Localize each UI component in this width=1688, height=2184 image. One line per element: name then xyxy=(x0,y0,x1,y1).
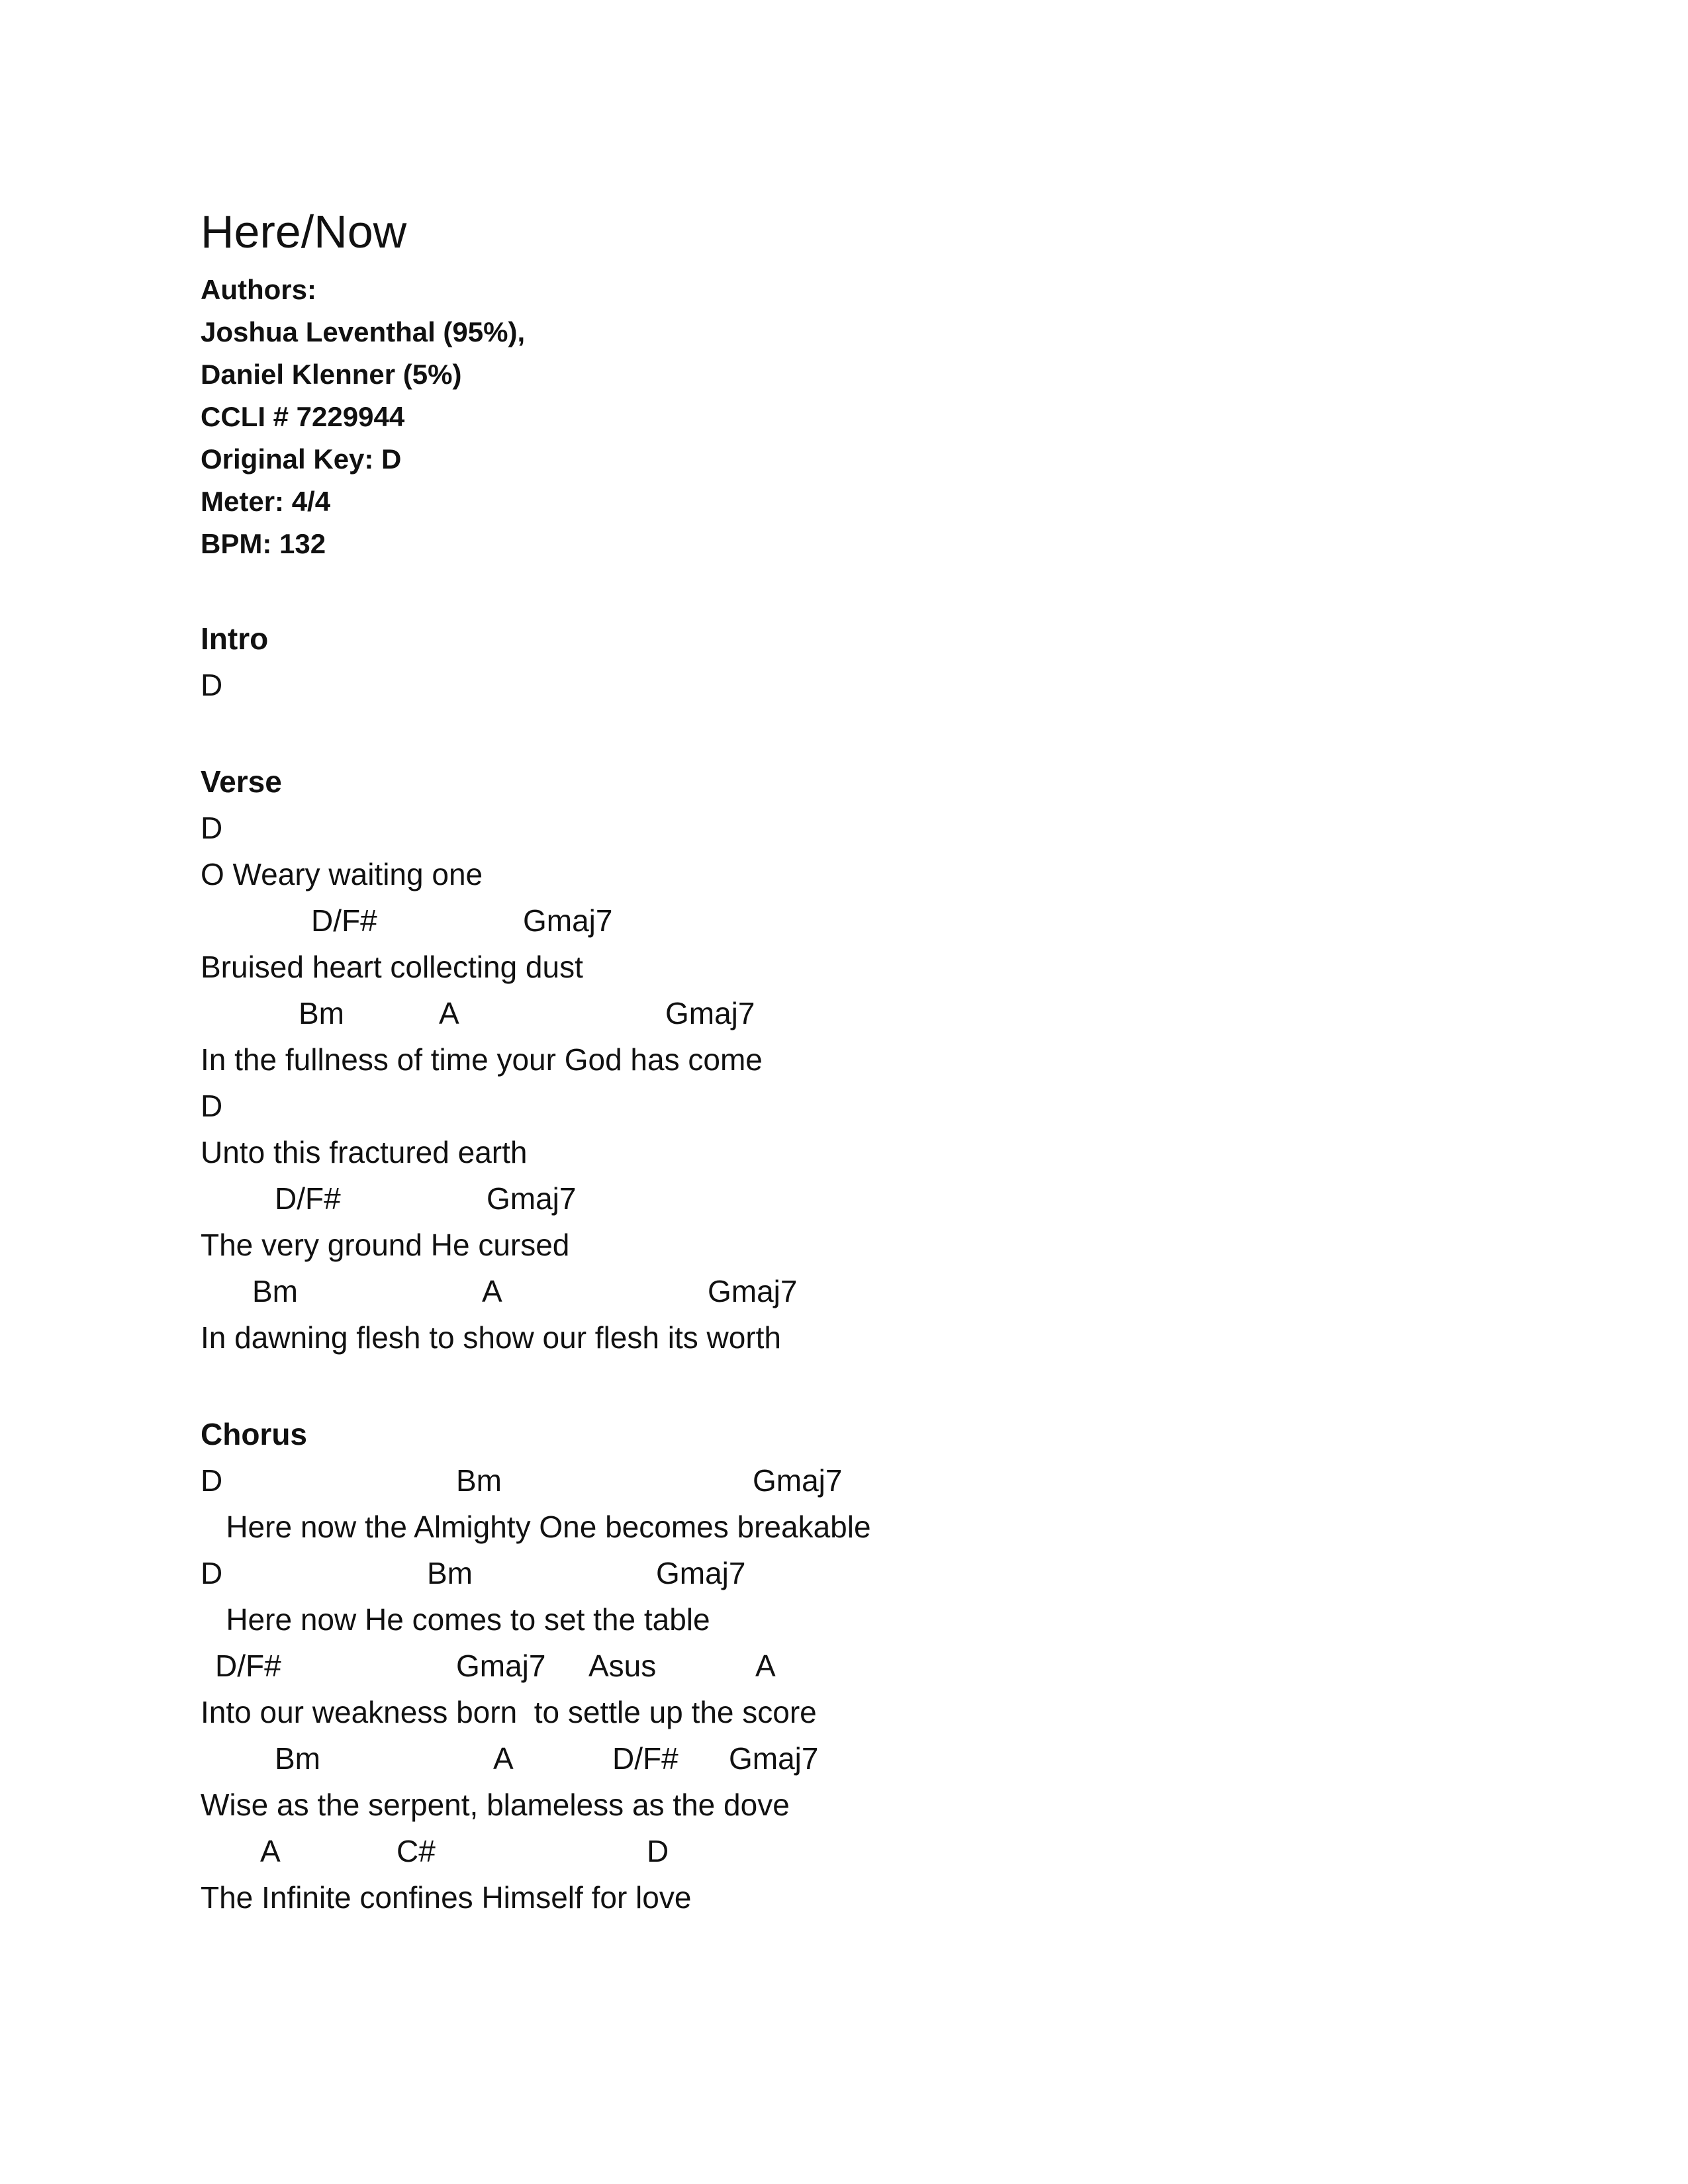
ccli-number: CCLI # 7229944 xyxy=(201,401,405,432)
author-1: Joshua Leventhal (95%), xyxy=(201,316,526,347)
section-heading-chorus: Chorus xyxy=(201,1417,307,1451)
lyric-line: Unto this fractured earth xyxy=(201,1135,528,1169)
chord: D/F# xyxy=(215,1649,281,1683)
section-verse xyxy=(201,758,1524,1361)
chord: Gmaj7 xyxy=(487,1181,577,1216)
chord: A xyxy=(260,1834,281,1868)
chord: D/F# xyxy=(311,903,377,938)
chord: Gmaj7 xyxy=(456,1649,546,1683)
chord: Gmaj7 xyxy=(729,1741,819,1776)
chord-row xyxy=(201,805,1524,851)
song-metadata xyxy=(201,269,1524,565)
chord: Bm xyxy=(275,1741,320,1776)
bpm: BPM: 132 xyxy=(201,528,326,559)
song-sheet xyxy=(201,199,1524,1921)
chord-row xyxy=(201,1550,1524,1596)
section-heading-verse: Verse xyxy=(201,764,282,799)
chord-row xyxy=(201,990,1524,1036)
author-2: Daniel Klenner (5%) xyxy=(201,359,462,390)
lyric-line: Wise as the serpent, blameless as the dove xyxy=(201,1788,790,1822)
lyric-line: Bruised heart collecting dust xyxy=(201,950,583,984)
chord: D xyxy=(201,1463,223,1498)
authors-label: Authors: xyxy=(201,274,316,305)
lyric-line: In dawning flesh to show our flesh its worth xyxy=(201,1320,782,1355)
chord: Gmaj7 xyxy=(523,903,613,938)
chord: D xyxy=(201,811,223,845)
lyric-line: The Infinite confines Himself for love xyxy=(201,1880,692,1915)
chord: Gmaj7 xyxy=(753,1463,843,1498)
chord: Asus xyxy=(588,1649,657,1683)
chord: D xyxy=(647,1834,669,1868)
chord: A xyxy=(482,1274,502,1308)
chord: Gmaj7 xyxy=(665,996,755,1030)
lyric-line: Into our weakness born to settle up the score xyxy=(201,1695,817,1729)
original-key: Original Key: D xyxy=(201,443,402,475)
chord-row xyxy=(201,1175,1524,1222)
section-chorus xyxy=(201,1411,1524,1921)
chord-row xyxy=(201,1828,1524,1874)
chord: Bm xyxy=(299,996,344,1030)
chord-row xyxy=(201,1083,1524,1129)
chord-row xyxy=(201,897,1524,944)
lyric-line: Here now He comes to set the table xyxy=(201,1602,710,1637)
chord: Gmaj7 xyxy=(656,1556,746,1590)
chord: C# xyxy=(397,1834,436,1868)
chord-row xyxy=(201,1643,1524,1689)
chord-row xyxy=(201,1457,1524,1504)
chord: A xyxy=(493,1741,514,1776)
lyric-line: In the fullness of time your God has come xyxy=(201,1042,763,1077)
chord: D xyxy=(201,1556,223,1590)
chord: D xyxy=(201,1089,223,1123)
song-title: Here/Now xyxy=(201,206,407,257)
section-heading-intro: Intro xyxy=(201,621,269,656)
chord-row xyxy=(201,662,1524,708)
chord: Gmaj7 xyxy=(708,1274,798,1308)
lyric-line: Here now the Almighty One becomes breakable xyxy=(201,1510,871,1544)
lyric-line: O Weary waiting one xyxy=(201,857,483,891)
chord: Bm xyxy=(427,1556,473,1590)
meter: Meter: 4/4 xyxy=(201,486,331,517)
chord: D xyxy=(201,668,223,702)
chord: A xyxy=(755,1649,776,1683)
chord: A xyxy=(439,996,459,1030)
chord: D/F# xyxy=(612,1741,679,1776)
chord-row xyxy=(201,1735,1524,1782)
section-intro xyxy=(201,615,1524,708)
chord-row xyxy=(201,1268,1524,1314)
lyric-line: The very ground He cursed xyxy=(201,1228,570,1262)
chord: Bm xyxy=(252,1274,298,1308)
chord: Bm xyxy=(456,1463,502,1498)
chord: D/F# xyxy=(275,1181,341,1216)
